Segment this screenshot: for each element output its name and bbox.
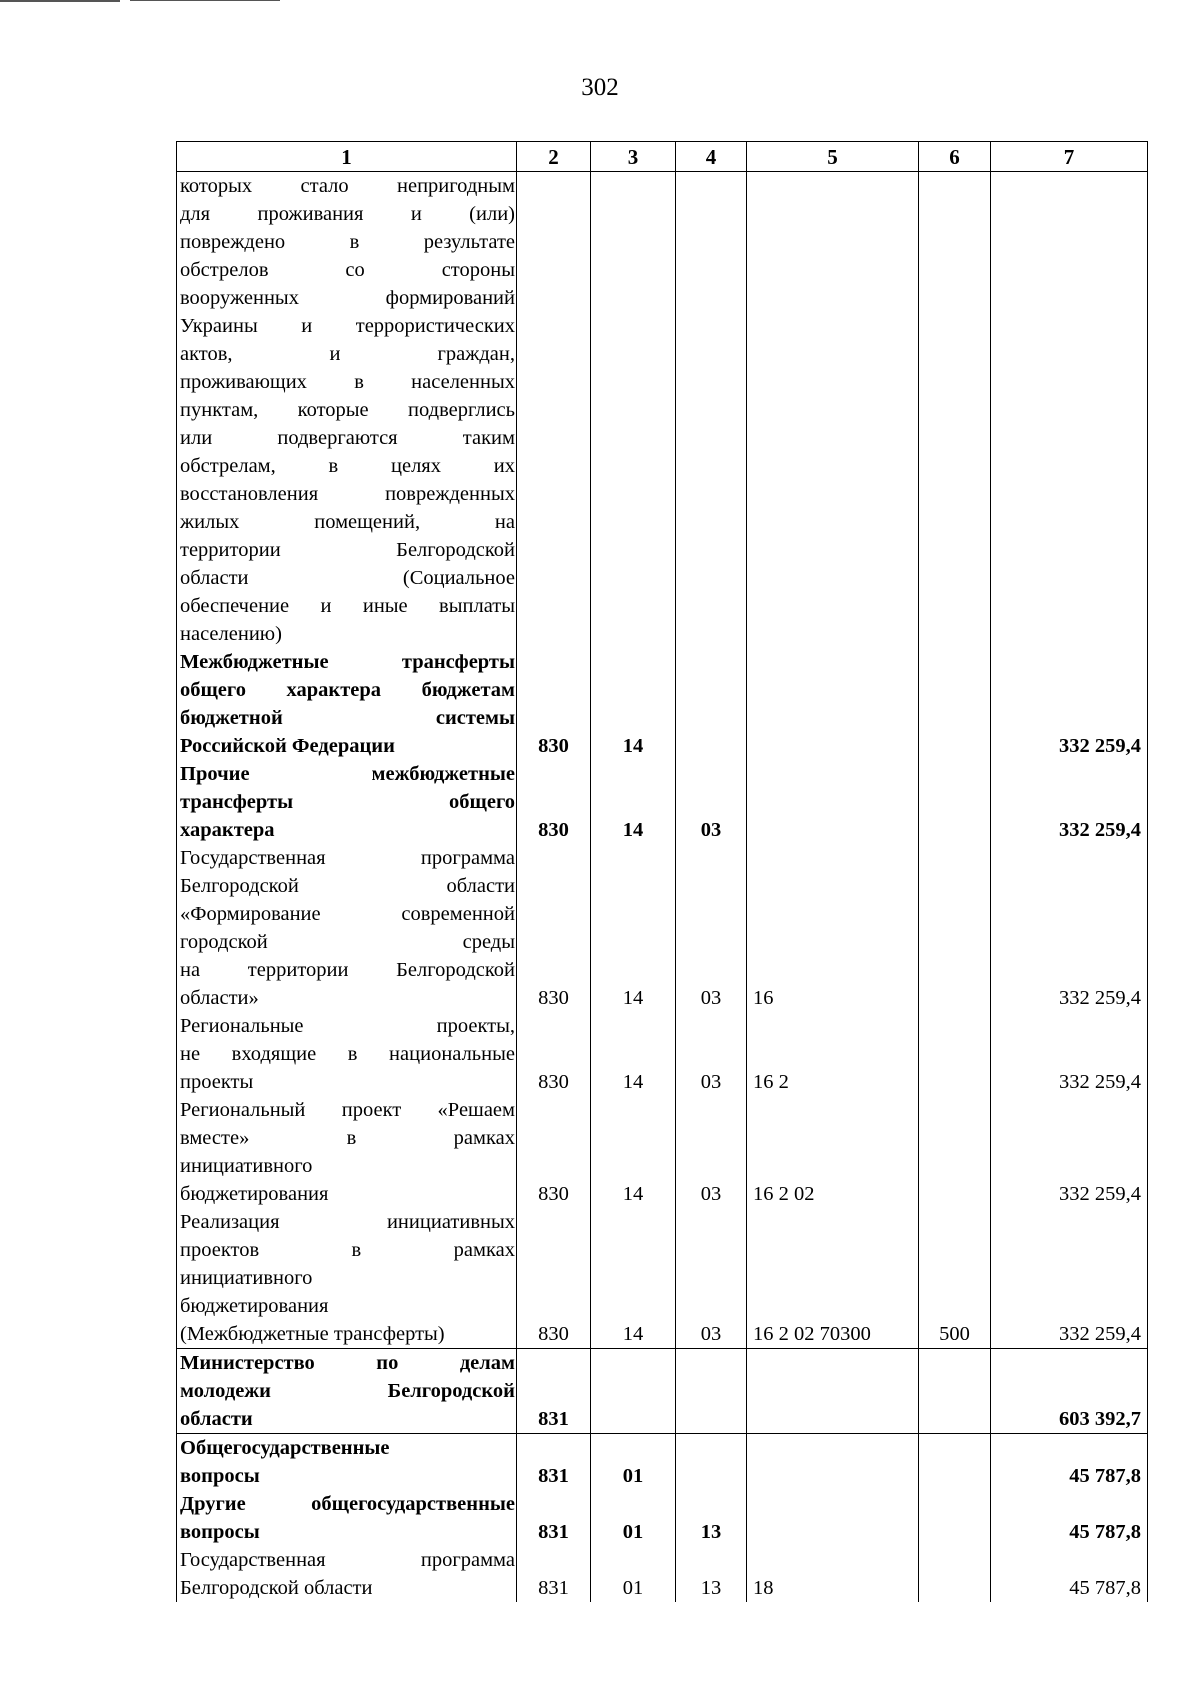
row-name-line: бюджетирования (180, 1295, 329, 1317)
row-name-cell (177, 172, 517, 649)
row-cell-c2: 830 (517, 1096, 591, 1208)
row-name-line: актов, и граждан, (180, 343, 515, 365)
row-name-line: Межбюджетные трансферты (180, 651, 515, 673)
row-name-line: или подвергаются таким (180, 427, 515, 449)
row-name-cell (177, 1096, 517, 1208)
row-cell-c2: 830 (517, 648, 591, 760)
row-name-line: проживающих в населенных (180, 371, 515, 393)
row-name-cell (177, 1012, 517, 1096)
row-cell-c6 (919, 1490, 991, 1546)
row-cell-c3: 01 (591, 1434, 676, 1491)
row-cell-c4: 03 (676, 1012, 747, 1096)
row-cell-c3: 01 (591, 1546, 676, 1602)
row-cell-c5 (747, 1490, 919, 1546)
row-name-line: инициативного (180, 1267, 313, 1289)
row-cell-c6 (919, 648, 991, 760)
row-cell-c5: 16 2 (747, 1012, 919, 1096)
row-name-line: характера (180, 819, 275, 841)
row-name-line: Министерство по делам (180, 1352, 515, 1374)
row-name-line: жилых помещений, на (180, 511, 515, 533)
row-name-line: молодежи Белгородской (180, 1380, 515, 1402)
row-cell-c2: 830 (517, 844, 591, 1012)
row-cell-c6 (919, 1096, 991, 1208)
row-cell-c7: 332 259,4 (991, 1208, 1148, 1349)
budget-table (176, 141, 1148, 1602)
row-name-line: общего характера бюджетам (180, 679, 515, 701)
row-cell-c4: 03 (676, 760, 747, 844)
row-name-cell (177, 1434, 517, 1491)
row-cell-c2: 830 (517, 1012, 591, 1096)
table-row (177, 1490, 1148, 1546)
row-name-line: Белгородской области (180, 875, 515, 897)
row-name-line: обстрелам, в целях их (180, 455, 515, 477)
row-name-line: проектов в рамках (180, 1239, 515, 1261)
row-name-line: Региональный проект «Решаем (180, 1099, 515, 1121)
row-name-line: обеспечение и иные выплаты (180, 595, 515, 617)
header-col-6: 6 (919, 142, 991, 172)
header-col-7: 7 (991, 142, 1148, 172)
row-cell-c5 (747, 1434, 919, 1491)
row-cell-c7: 332 259,4 (991, 1096, 1148, 1208)
row-name-line: повреждено в результате (180, 231, 515, 253)
row-cell-c7: 332 259,4 (991, 844, 1148, 1012)
header-col-1: 1 (177, 142, 517, 172)
row-name-line: населению) (180, 623, 282, 645)
row-name-line: Белгородской области (180, 1577, 373, 1599)
row-cell-c4 (676, 1349, 747, 1434)
row-cell-c7: 332 259,4 (991, 1012, 1148, 1096)
row-cell-c6 (919, 1349, 991, 1434)
header-col-3: 3 (591, 142, 676, 172)
row-name-cell (177, 844, 517, 1012)
row-cell-c3: 14 (591, 648, 676, 760)
row-name-cell (177, 648, 517, 760)
row-cell-c4: 03 (676, 1208, 747, 1349)
row-cell-c6 (919, 172, 991, 649)
row-name-line: территории Белгородской (180, 539, 515, 561)
row-name-cell (177, 1490, 517, 1546)
row-name-line: пунктам, которые подверглись (180, 399, 515, 421)
row-cell-c7: 332 259,4 (991, 648, 1148, 760)
row-name-line: бюджетирования (180, 1183, 329, 1205)
row-cell-c2: 830 (517, 760, 591, 844)
row-cell-c5: 18 (747, 1546, 919, 1602)
header-col-5: 5 (747, 142, 919, 172)
row-name-line: Украины и террористических (180, 315, 515, 337)
row-cell-c4: 03 (676, 844, 747, 1012)
row-cell-c6 (919, 1434, 991, 1491)
row-cell-c5: 16 2 02 (747, 1096, 919, 1208)
row-cell-c5 (747, 760, 919, 844)
row-cell-c2: 830 (517, 1208, 591, 1349)
row-name-line: вооруженных формирований (180, 287, 515, 309)
row-cell-c2: 831 (517, 1546, 591, 1602)
row-cell-c5: 16 (747, 844, 919, 1012)
table-row (177, 1012, 1148, 1096)
row-cell-c4 (676, 172, 747, 649)
row-cell-c7: 45 787,8 (991, 1490, 1148, 1546)
page-number: 302 (581, 74, 619, 101)
row-cell-c3: 14 (591, 844, 676, 1012)
row-name-line: обстрелов со стороны (180, 259, 515, 281)
row-cell-c3: 14 (591, 1096, 676, 1208)
table-row (177, 1208, 1148, 1349)
row-cell-c7: 45 787,8 (991, 1546, 1148, 1602)
row-cell-c2: 831 (517, 1434, 591, 1491)
row-name-line: трансферты общего (180, 791, 515, 813)
row-cell-c3: 14 (591, 760, 676, 844)
row-name-line: области (180, 1408, 253, 1430)
row-name-line: не входящие в национальные (180, 1043, 515, 1065)
row-cell-c7: 332 259,4 (991, 760, 1148, 844)
row-cell-c5: 16 2 02 70300 (747, 1208, 919, 1349)
table-header-row (177, 142, 1148, 172)
row-cell-c7 (991, 172, 1148, 649)
row-cell-c7: 45 787,8 (991, 1434, 1148, 1491)
row-name-line: Региональные проекты, (180, 1015, 515, 1037)
row-name-line: Реализация инициативных (180, 1211, 515, 1233)
row-cell-c7: 603 392,7 (991, 1349, 1148, 1434)
row-name-cell (177, 1208, 517, 1349)
row-name-line: вопросы (180, 1521, 260, 1543)
table-row (177, 1434, 1148, 1491)
row-name-cell (177, 1546, 517, 1602)
row-name-line: «Формирование современной (180, 903, 515, 925)
row-cell-c4: 13 (676, 1490, 747, 1546)
row-cell-c3: 14 (591, 1012, 676, 1096)
row-name-line: вопросы (180, 1465, 260, 1487)
table-row (177, 1546, 1148, 1602)
row-cell-c4: 03 (676, 1096, 747, 1208)
scan-edge-line (0, 0, 120, 2)
row-name-cell (177, 1349, 517, 1434)
row-cell-c2: 831 (517, 1490, 591, 1546)
row-name-line: которых стало непригодным (180, 175, 515, 197)
row-cell-c5 (747, 172, 919, 649)
row-name-line: Государственная программа (180, 1549, 515, 1571)
row-cell-c3: 01 (591, 1490, 676, 1546)
row-cell-c3 (591, 1349, 676, 1434)
row-cell-c2 (517, 172, 591, 649)
header-col-2: 2 (517, 142, 591, 172)
table-row (177, 1096, 1148, 1208)
row-name-line: проекты (180, 1071, 254, 1093)
table-row (177, 844, 1148, 1012)
row-name-line: бюджетной системы (180, 707, 515, 729)
scan-edge-line (130, 0, 280, 1)
row-name-cell (177, 760, 517, 844)
row-cell-c2: 831 (517, 1349, 591, 1434)
row-name-line: восстановления поврежденных (180, 483, 515, 505)
row-cell-c4 (676, 1434, 747, 1491)
table-row (177, 172, 1148, 649)
row-name-line: вместе» в рамках (180, 1127, 515, 1149)
row-name-line: (Межбюджетные трансферты) (180, 1323, 445, 1345)
row-name-line: Прочие межбюджетные (180, 763, 515, 785)
row-cell-c4 (676, 648, 747, 760)
row-cell-c6 (919, 1546, 991, 1602)
row-name-line: Российской Федерации (180, 735, 395, 757)
row-name-line: для проживания и (или) (180, 203, 515, 225)
row-cell-c4: 13 (676, 1546, 747, 1602)
row-cell-c6 (919, 760, 991, 844)
row-name-line: городской среды (180, 931, 515, 953)
row-cell-c6: 500 (919, 1208, 991, 1349)
table-body (177, 172, 1148, 1603)
row-name-line: Общегосударственные (180, 1437, 390, 1459)
header-col-4: 4 (676, 142, 747, 172)
row-cell-c6 (919, 1012, 991, 1096)
row-cell-c3 (591, 172, 676, 649)
row-name-line: инициативного (180, 1155, 313, 1177)
row-cell-c3: 14 (591, 1208, 676, 1349)
table-row (177, 760, 1148, 844)
row-name-line: области (Социальное (180, 567, 515, 589)
table-row (177, 1349, 1148, 1434)
row-name-line: области» (180, 987, 259, 1009)
row-cell-c5 (747, 1349, 919, 1434)
table-row (177, 648, 1148, 760)
row-name-line: Государственная программа (180, 847, 515, 869)
row-cell-c5 (747, 648, 919, 760)
row-cell-c6 (919, 844, 991, 1012)
row-name-line: Другие общегосударственные (180, 1493, 515, 1515)
row-name-line: на территории Белгородской (180, 959, 515, 981)
